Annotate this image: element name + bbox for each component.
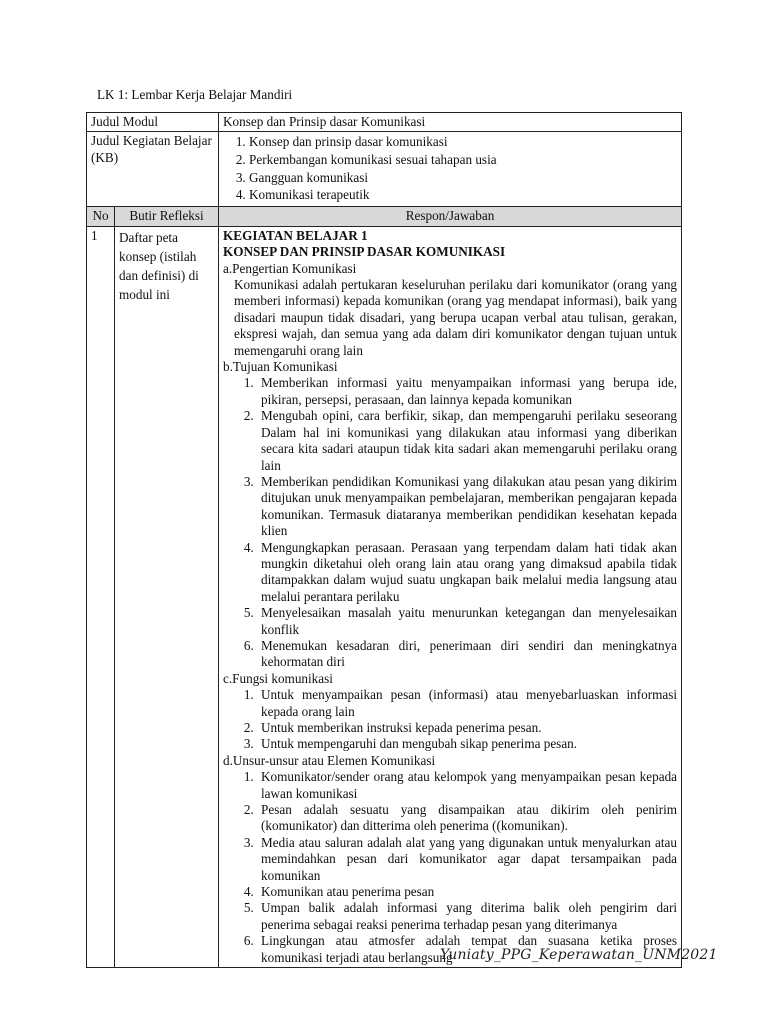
list-item: 2. Untuk memberikan instruksi kepada penerima pesan. [257, 720, 677, 736]
worksheet-table [86, 112, 682, 968]
kb-item: 2. Perkembangan komunikasi sesuai tahapan usia [249, 151, 677, 169]
list-item: 6. Menemukan kesadaran diri, penerimaan diri sendiri dan meningkatnya kehormatan diri [257, 638, 677, 671]
list-item: 2. Pesan adalah sesuatu yang disampaikan atau dikirim oleh penirim (komunikator) dan ditterima oleh penerima ((komunikan). [257, 802, 677, 835]
judul-modul-label: Judul Modul [87, 113, 219, 132]
judul-modul-value: Konsep dan Prinsip dasar Komunikasi [219, 113, 682, 132]
list-item: 3. Memberikan pendidikan Komunikasi yang dilakukan atau pesan yang dikirim ditujukan unuk menyampaikan pembelajaran, memberikan pengajaran kepada komunikan. Termasuk diataranya memberikan pendidikan kesehatan kepada klien [257, 474, 677, 540]
list-item: 5. Umpan balik adalah informasi yang diterima balik oleh pengirim dari penerima sebagai reaksi penerima terhadap pesan yang diterimanya [257, 900, 677, 933]
row-number: 1 [87, 226, 115, 967]
row-judul-modul [87, 113, 682, 132]
response-cell [219, 226, 682, 967]
row-kegiatan-belajar [87, 132, 682, 207]
list-item: 4. Komunikan atau penerima pesan [257, 884, 677, 900]
section-b-list [223, 375, 677, 670]
section-a-text: Komunikasi adalah pertukaran keseluruhan perilaku dari komunikator (orang yang memberi informasi) kepada komunikan (orang yag mendapat informasi), baik yang disadari maupun tidak disadari, yang berupa ucapan verbal atau tulisan, gerakan, ekspresi wajah, dan semua yang ada dalam diri komunikator dengan tujuan untuk memengaruhi orang lain [234, 277, 678, 358]
header-butir: Butir Refleksi [115, 207, 219, 226]
kb-heading: KEGIATAN BELAJAR 1 [223, 227, 368, 243]
header-respon: Respon/Jawaban [219, 207, 682, 226]
section-a-title: a.Pengertian Komunikasi [223, 260, 357, 276]
header-row [87, 207, 682, 226]
row-butir: Daftar peta konsep (istilah dan definisi) di modul ini [115, 226, 219, 967]
kb-label: Judul Kegiatan Belajar (KB) [87, 132, 219, 207]
list-item: 6. Lingkungan atau atmosfer adalah tempat dan suasana ketika proses komunikasi terjadi atau berlangsung [257, 933, 677, 966]
kb-item: 4. Komunikasi terapeutik [249, 186, 677, 204]
list-item: 1. Memberikan informasi yaitu menyampaikan informasi yang berupa ide, pikiran, persepsi, perasaan, dan lainnya kepada komunikan [257, 375, 677, 408]
section-d-title: d.Unsur-unsur atau Elemen Komunikasi [223, 752, 436, 768]
kb-list [223, 133, 677, 203]
section-d-list [223, 769, 677, 966]
section-b-title: b.Tujuan Komunikasi [223, 359, 338, 375]
page-footer: Yuniaty_PPG_Keperawatan_UNM2021 [440, 947, 718, 963]
document-title: LK 1: Lembar Kerja Belajar Mandiri [97, 87, 293, 102]
list-item: 3. Media atau saluran adalah alat yang yang digunakan untuk menyalurkan atau memindahkan pesan dari komunikator agar dapat tersampaikan pada komunikan [257, 835, 677, 884]
section-c-list [223, 687, 677, 753]
kb-list-cell [219, 132, 682, 207]
list-item: 5. Menyelesaikan masalah yaitu menurunkan ketegangan dan menyelesaikan konflik [257, 605, 677, 638]
list-item: 2. Mengubah opini, cara berfikir, sikap, dan mempengaruhi perilaku seseorang Dalam hal ini komunikasi yang dilakukan atau informasi yang diberikan secara kita sadari ataupun tidak kita sadari akan memengaruhi perilaku orang lain [257, 408, 677, 474]
kb-item: 3. Gangguan komunikasi [249, 169, 677, 187]
kb-item: 1. Konsep dan prinsip dasar komunikasi [249, 133, 677, 151]
list-item: 3. Untuk mempengaruhi dan mengubah sikap penerima pesan. [257, 736, 677, 752]
table-row [87, 226, 682, 967]
header-no: No [87, 207, 115, 226]
section-c-title: c.Fungsi komunikasi [223, 670, 333, 686]
list-item: 4. Mengungkapkan perasaan. Perasaan yang terpendam dalam hati tidak akan mungkin diketahui oleh orang lain atau orang yang dimaksud apabila tidak ditampakkan dalam wujud suatu ungkapan baik melalui media langsung atau melalui perantara perilaku [257, 540, 677, 606]
kb-subheading: KONSEP DAN PRINSIP DASAR KOMUNIKASI [223, 244, 506, 260]
list-item: 1. Komunikator/sender orang atau kelompok yang menyampaikan pesan kepada lawan komunikasi [257, 769, 677, 802]
list-item: 1. Untuk menyampaikan pesan (informasi) atau menyebarluaskan informasi kepada orang lain [257, 687, 677, 720]
